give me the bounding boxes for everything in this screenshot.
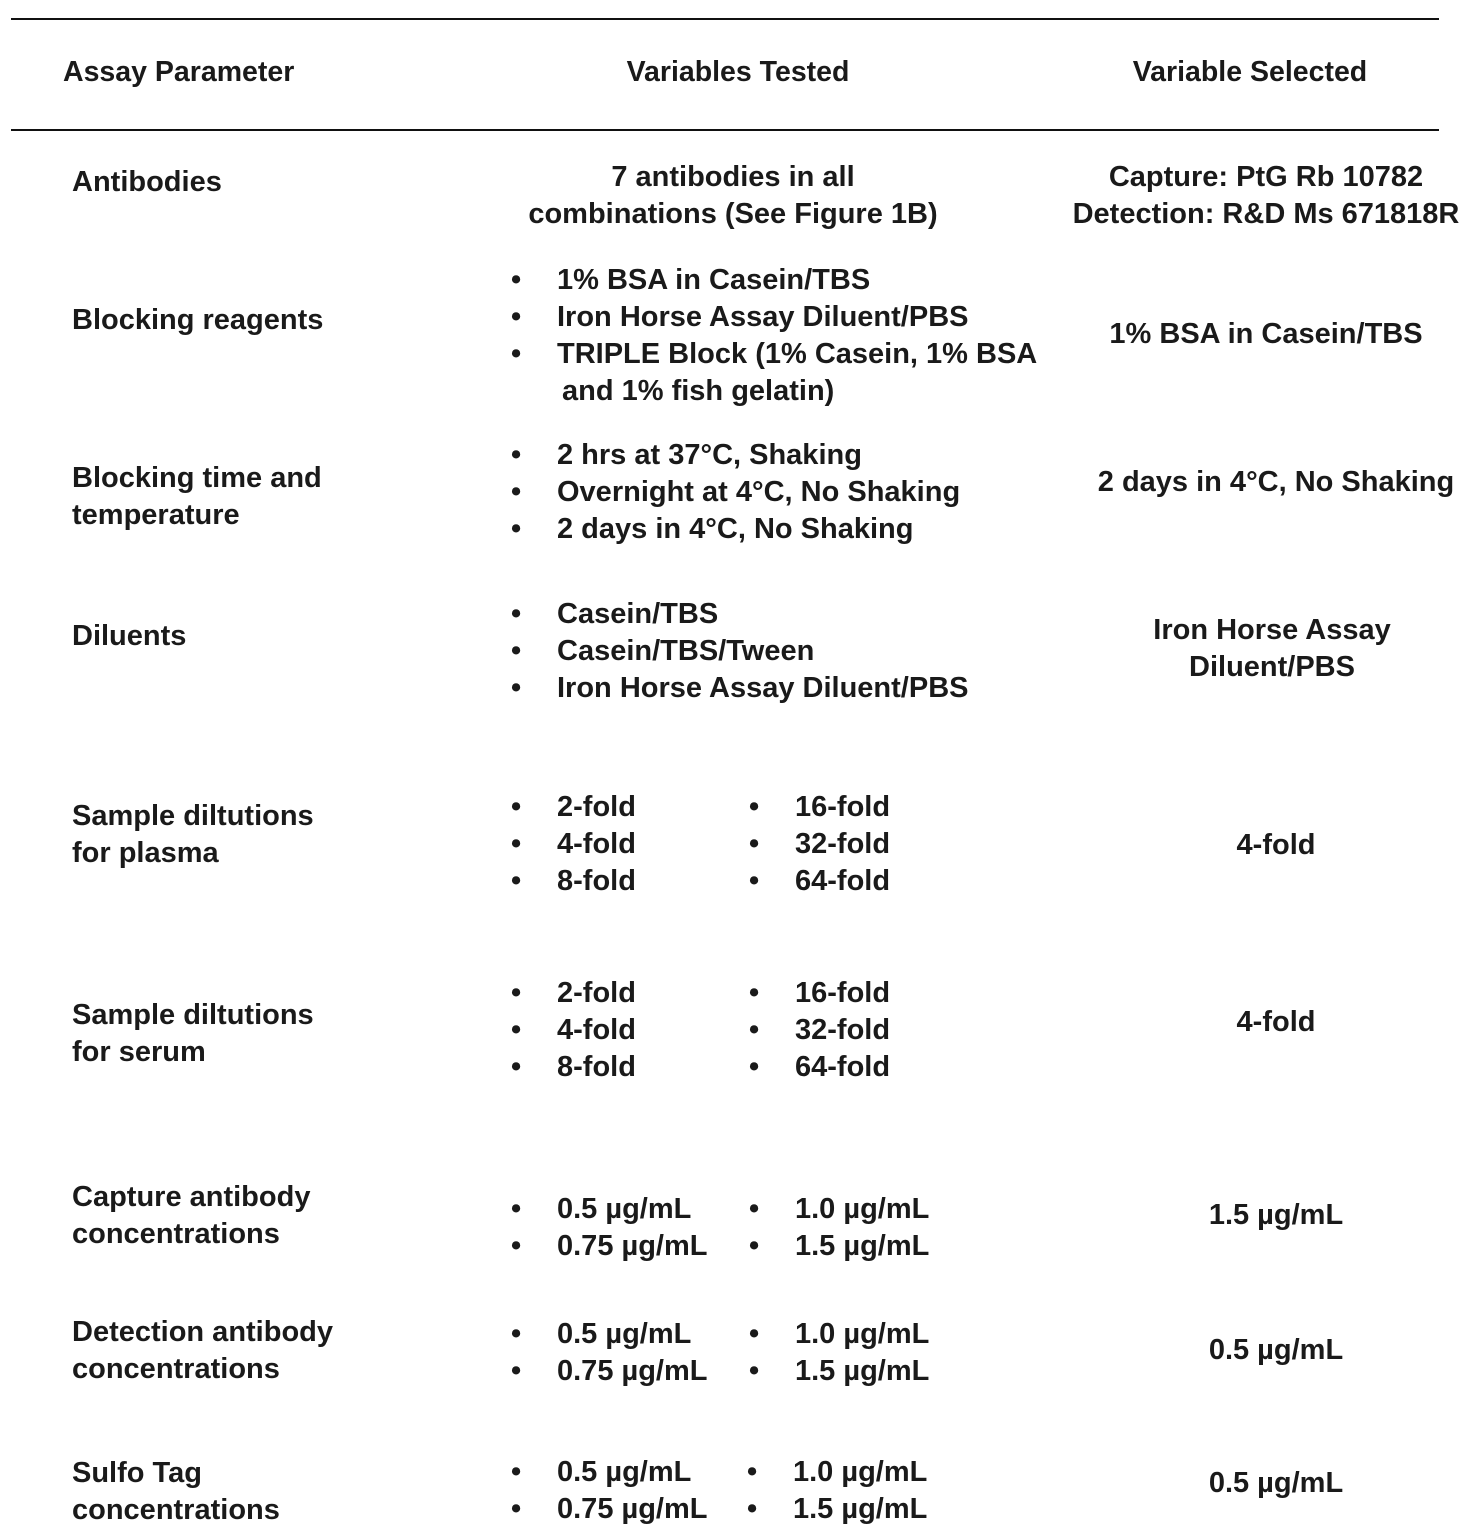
tested-serum-left (511, 975, 636, 1086)
tested-blocking-reagents (511, 262, 1037, 410)
list-item: • 2-fold (511, 975, 636, 1012)
parameter-plasma-dilutions (72, 798, 314, 872)
tested-detection-right (749, 1316, 929, 1390)
selected-serum (1076, 1004, 1476, 1041)
selected-line: 1% BSA in Casein/TBS (1109, 318, 1423, 350)
header-assay-parameter: Assay Parameter (63, 56, 295, 88)
list-item: • 1% BSA in Casein/TBS (511, 262, 1037, 299)
list-item: • 1.5 µg/mL (747, 1491, 927, 1528)
selected-line: Iron Horse Assay (1153, 614, 1391, 646)
selected-line: Diluent/PBS (1189, 651, 1355, 683)
selected-line: Capture: PtG Rb 10782 (1108, 161, 1424, 193)
list-item: • 0.75 µg/mL (511, 1491, 707, 1528)
tested-sulfo-right (747, 1454, 927, 1528)
header-variables-tested: Variables Tested (626, 56, 850, 88)
list-item: • Casein/TBS/Tween (511, 633, 968, 670)
list-item: • 1.5 µg/mL (749, 1353, 929, 1390)
tested-capture-right (749, 1191, 929, 1265)
top-rule (11, 18, 1439, 20)
list-item: • 4-fold (511, 1012, 636, 1049)
parameter-line: Antibodies (72, 166, 222, 198)
parameter-line: concentrations (72, 1353, 280, 1385)
tested-plasma-left (511, 789, 636, 900)
parameter-serum-dilutions (72, 997, 314, 1071)
list-item: • 1.0 µg/mL (747, 1454, 927, 1491)
list-item: • 0.5 µg/mL (511, 1191, 707, 1228)
list-item: • 64-fold (749, 1049, 890, 1086)
parameter-line: Sulfo Tag (72, 1457, 202, 1489)
selected-line: 1.5 µg/mL (1208, 1199, 1344, 1231)
list-item: • 2 hrs at 37°C, Shaking (511, 437, 960, 474)
list-item: • 64-fold (749, 863, 890, 900)
parameter-detection-concentrations (72, 1314, 333, 1388)
list-item: • 16-fold (749, 975, 890, 1012)
header-variable-selected: Variable Selected (1132, 56, 1368, 88)
parameter-line: Diluents (72, 620, 187, 652)
parameter-line: Blocking time and (72, 462, 322, 494)
tested-detection-left (511, 1316, 707, 1390)
selected-line: 0.5 µg/mL (1208, 1334, 1344, 1366)
tested-plasma-right (749, 789, 890, 900)
tested-antibodies (483, 159, 983, 233)
tested-line: combinations (See Figure 1B) (528, 198, 938, 230)
parameter-line: Blocking reagents (72, 304, 324, 336)
list-item: • 0.75 µg/mL (511, 1353, 707, 1390)
tested-capture-left (511, 1191, 707, 1265)
tested-serum-right (749, 975, 890, 1086)
tested-line: 7 antibodies in all (611, 161, 855, 193)
parameter-line: concentrations (72, 1218, 280, 1250)
parameter-line: for serum (72, 1036, 206, 1068)
list-item: • 2 days in 4°C, No Shaking (511, 511, 960, 548)
tested-blocking-time (511, 437, 960, 548)
selected-antibodies (1056, 159, 1476, 233)
list-item: • 1.5 µg/mL (749, 1228, 929, 1265)
selected-blocking-reagents (1066, 316, 1466, 353)
list-item: • 0.5 µg/mL (511, 1316, 707, 1353)
list-item: • 32-fold (749, 826, 890, 863)
parameter-line: Sample diltutions (72, 999, 314, 1031)
parameter-blocking-time (72, 460, 322, 534)
list-item: • 16-fold (749, 789, 890, 826)
selected-line: 4-fold (1236, 1006, 1316, 1038)
parameter-line: Detection antibody (72, 1316, 334, 1348)
selected-line: Detection: R&D Ms 671818R (1072, 198, 1460, 230)
list-item: • Iron Horse Assay Diluent/PBS (511, 670, 968, 707)
parameter-line: Capture antibody (72, 1181, 311, 1213)
parameter-diluents (72, 618, 186, 655)
list-item: • 1.0 µg/mL (749, 1191, 929, 1228)
parameter-antibodies (72, 164, 222, 201)
list-item: • Casein/TBS (511, 596, 968, 633)
selected-capture (1076, 1197, 1476, 1234)
list-item: • 2-fold (511, 789, 636, 826)
parameter-sulfo-tag (72, 1455, 280, 1529)
selected-sulfo-tag (1076, 1465, 1476, 1502)
parameter-blocking-reagents (72, 302, 323, 339)
selected-line: 0.5 µg/mL (1208, 1467, 1344, 1499)
list-item-continuation: and 1% fish gelatin) (562, 375, 835, 407)
selected-detection (1076, 1332, 1476, 1369)
list-item: • 8-fold (511, 863, 636, 900)
list-item: • 0.75 µg/mL (511, 1228, 707, 1265)
list-item: • 32-fold (749, 1012, 890, 1049)
list-item: • TRIPLE Block (1% Casein, 1% BSA (511, 336, 1037, 373)
header-rule (11, 129, 1439, 131)
parameter-line: Sample diltutions (72, 800, 314, 832)
list-item: • 4-fold (511, 826, 636, 863)
selected-line: 2 days in 4°C, No Shaking (1097, 466, 1455, 498)
tested-diluents (511, 596, 968, 707)
parameter-line: for plasma (72, 837, 219, 869)
list-item: • Overnight at 4°C, No Shaking (511, 474, 960, 511)
tested-sulfo-left (511, 1454, 707, 1528)
selected-plasma (1076, 827, 1476, 864)
selected-blocking-time (1076, 464, 1476, 501)
parameter-line: concentrations (72, 1494, 280, 1526)
list-item: • 8-fold (511, 1049, 636, 1086)
parameter-line: temperature (72, 499, 240, 531)
list-item: • Iron Horse Assay Diluent/PBS (511, 299, 1037, 336)
list-item: • 1.0 µg/mL (749, 1316, 929, 1353)
list-item: • 0.5 µg/mL (511, 1454, 707, 1491)
selected-diluents (1072, 612, 1472, 686)
parameter-capture-concentrations (72, 1179, 310, 1253)
selected-line: 4-fold (1236, 829, 1316, 861)
